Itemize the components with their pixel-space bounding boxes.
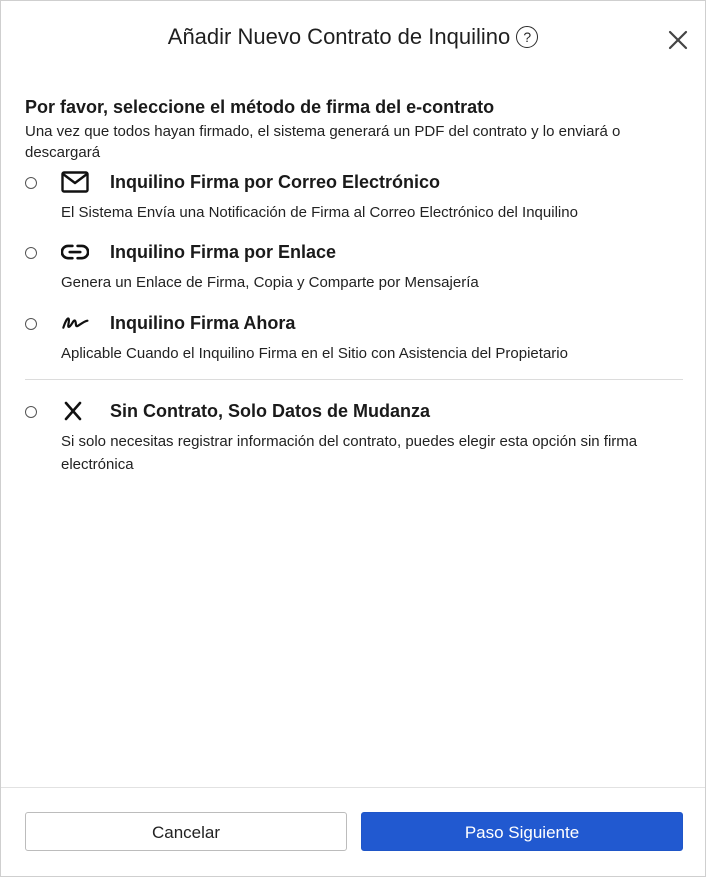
close-icon[interactable] (667, 29, 689, 51)
dialog-header (1, 1, 705, 73)
signature-icon (61, 312, 89, 334)
link-icon (61, 241, 89, 263)
radio-no-contract[interactable] (25, 406, 37, 418)
option-email-desc: El Sistema Envía una Notificación de Firma al Correo Electrónico del Inquilino (61, 204, 578, 221)
option-sign-now-desc: Aplicable Cuando el Inquilino Firma en el Sitio con Asistencia del Propietario (61, 345, 568, 362)
radio-sign-now[interactable] (25, 318, 37, 330)
x-icon (61, 400, 89, 422)
intro-subtitle: Una vez que todos hayan firmado, el sistema generará un PDF del contrato y lo enviará o descargará (25, 123, 621, 161)
dialog-title: Añadir Nuevo Contrato de Inquilino (167, 24, 511, 49)
dialog-title-wrap (1, 23, 705, 51)
option-link-desc: Genera un Enlace de Firma, Copia y Comparte por Mensajería (61, 274, 479, 291)
radio-link[interactable] (25, 247, 37, 259)
help-icon[interactable]: ? (516, 26, 538, 48)
envelope-icon (61, 171, 89, 193)
cancel-button[interactable]: Cancelar (25, 812, 347, 851)
option-email-title: Inquilino Firma por Correo Electrónico (110, 172, 441, 192)
option-divider (25, 379, 683, 380)
option-no-contract-desc: Si solo necesitas registrar información del contrato, puedes elegir esta opción sin firma electrónica (61, 433, 638, 473)
option-link-title: Inquilino Firma por Enlace (110, 242, 337, 262)
option-sign-now-title: Inquilino Firma Ahora (110, 313, 296, 333)
intro-section (25, 95, 675, 163)
radio-email[interactable] (25, 177, 37, 189)
footer-divider (1, 787, 705, 788)
next-step-button[interactable]: Paso Siguiente (361, 812, 683, 851)
option-no-contract-title: Sin Contrato, Solo Datos de Mudanza (110, 401, 431, 421)
intro-title: Por favor, seleccione el método de firma del e-contrato (25, 97, 495, 117)
